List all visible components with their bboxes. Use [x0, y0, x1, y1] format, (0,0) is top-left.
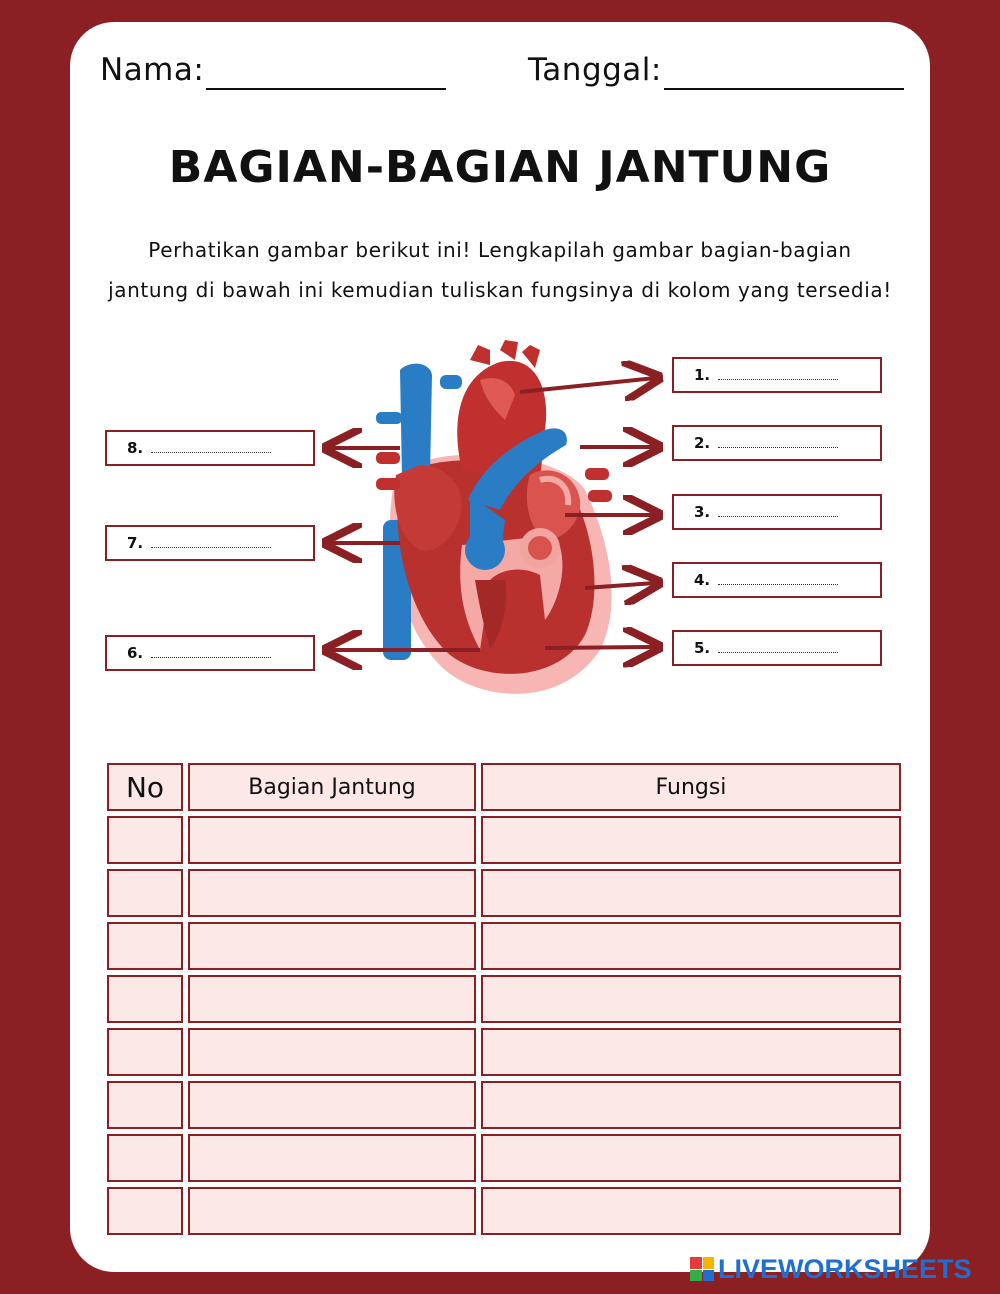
- label-box-2[interactable]: [672, 425, 882, 461]
- label-blank: [718, 439, 838, 448]
- label-box-7[interactable]: [105, 525, 315, 561]
- label-number: 4.: [694, 571, 711, 589]
- cell-bagian[interactable]: [188, 1187, 476, 1235]
- label-box-1[interactable]: [672, 357, 882, 393]
- header-bagian-jantung: Bagian Jantung: [188, 763, 476, 811]
- cell-no[interactable]: [107, 1081, 183, 1129]
- table-row: [107, 1134, 901, 1182]
- label-blank: [718, 508, 838, 517]
- label-blank: [151, 649, 271, 658]
- table-row: [107, 922, 901, 970]
- label-box-5[interactable]: [672, 630, 882, 666]
- label-blank: [718, 644, 838, 653]
- cell-bagian[interactable]: [188, 1134, 476, 1182]
- cell-no[interactable]: [107, 816, 183, 864]
- superior-vena-cava: [400, 364, 432, 478]
- cell-fungsi[interactable]: [481, 922, 901, 970]
- cell-bagian[interactable]: [188, 816, 476, 864]
- label-number: 6.: [127, 644, 144, 662]
- table-row: [107, 816, 901, 864]
- header-fungsi: Fungsi: [481, 763, 901, 811]
- cell-bagian[interactable]: [188, 1028, 476, 1076]
- date-label: Tanggal:: [528, 52, 662, 88]
- table-row: [107, 1028, 901, 1076]
- cell-no[interactable]: [107, 1187, 183, 1235]
- page-title: BAGIAN-BAGIAN JANTUNG: [168, 142, 832, 193]
- label-number: 5.: [694, 639, 711, 657]
- label-blank: [151, 444, 271, 453]
- label-number: 7.: [127, 534, 144, 552]
- watermark-text: LIVEWORKSHEETS: [718, 1253, 972, 1284]
- label-number: 3.: [694, 503, 711, 521]
- instruction-line-2: jantung di bawah ini kemudian tuliskan fungsinya di kolom yang tersedia!: [108, 278, 892, 302]
- cell-no[interactable]: [107, 1134, 183, 1182]
- cell-no[interactable]: [107, 1028, 183, 1076]
- label-number: 2.: [694, 434, 711, 452]
- label-number: 1.: [694, 366, 711, 384]
- label-blank: [718, 371, 838, 380]
- answer-table: [102, 758, 906, 1240]
- name-label: Nama:: [100, 52, 205, 88]
- cell-bagian[interactable]: [188, 1081, 476, 1129]
- table-row: [107, 975, 901, 1023]
- header-no: No: [107, 763, 183, 811]
- label-box-3[interactable]: [672, 494, 882, 530]
- cell-no[interactable]: [107, 975, 183, 1023]
- cell-fungsi[interactable]: [481, 1187, 901, 1235]
- label-box-4[interactable]: [672, 562, 882, 598]
- label-box-6[interactable]: [105, 635, 315, 671]
- table-row: [107, 1081, 901, 1129]
- table-row: [107, 869, 901, 917]
- cell-bagian[interactable]: [188, 975, 476, 1023]
- cell-fungsi[interactable]: [481, 975, 901, 1023]
- cell-fungsi[interactable]: [481, 1028, 901, 1076]
- liveworksheets-logo-icon: [690, 1257, 714, 1281]
- instruction-line-1: Perhatikan gambar berikut ini! Lengkapilah gambar bagian-bagian: [148, 238, 852, 262]
- cell-bagian[interactable]: [188, 869, 476, 917]
- cell-fungsi[interactable]: [481, 1081, 901, 1129]
- arrow-5: [545, 647, 655, 648]
- label-number: 8.: [127, 439, 144, 457]
- cell-bagian[interactable]: [188, 922, 476, 970]
- label-box-8[interactable]: [105, 430, 315, 466]
- label-blank: [718, 576, 838, 585]
- cell-fungsi[interactable]: [481, 1134, 901, 1182]
- cell-no[interactable]: [107, 869, 183, 917]
- label-blank: [151, 539, 271, 548]
- table-row: [107, 1187, 901, 1235]
- liveworksheets-watermark[interactable]: [690, 1254, 972, 1284]
- cell-no[interactable]: [107, 922, 183, 970]
- cell-fungsi[interactable]: [481, 869, 901, 917]
- cell-fungsi[interactable]: [481, 816, 901, 864]
